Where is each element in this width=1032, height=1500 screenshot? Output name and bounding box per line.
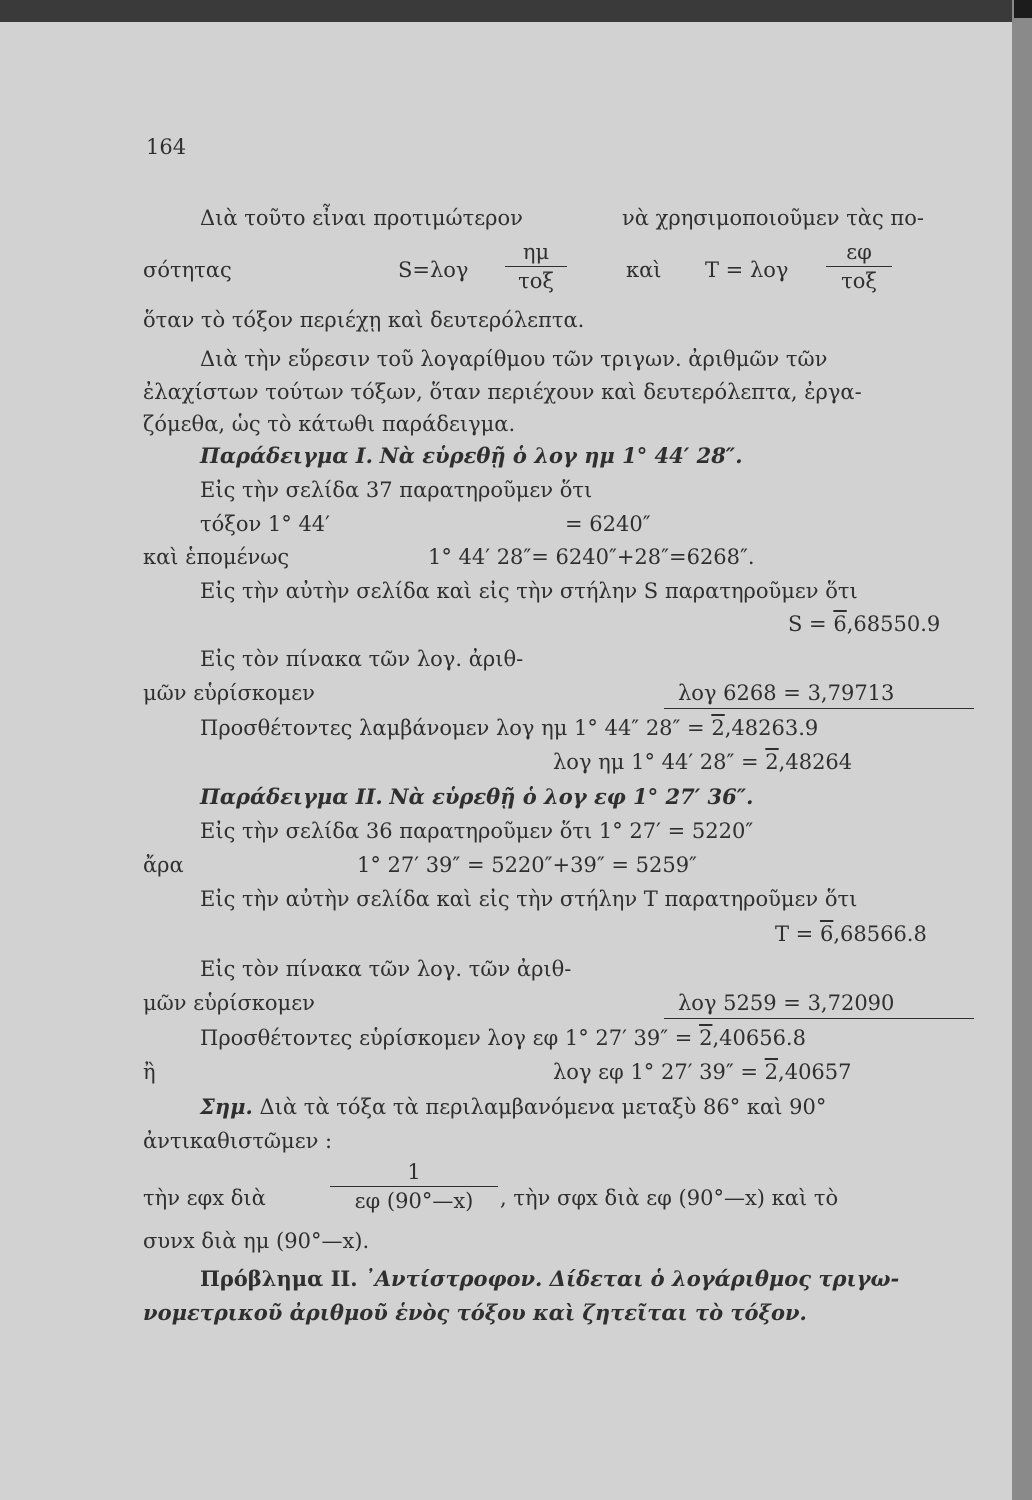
- text-line: , τὴν σφx διὰ εφ (90°—x) καὶ τὸ: [500, 1186, 839, 1210]
- value-mantissa: ,68566.8: [833, 922, 927, 946]
- example-label: Παράδειγμα ΙΙ.: [200, 784, 383, 809]
- fraction-numerator: εφ: [846, 240, 872, 264]
- fraction-bar: [826, 266, 892, 267]
- text-line: 1° 27′ 39″ = 5220″+39″ = 5259″: [357, 853, 697, 877]
- text-line: Διὰ τὴν εὕρεσιν τοῦ λογαρίθμου τῶν τριγων. ἀριθμῶν τῶν: [200, 347, 828, 371]
- text-line: σότητας: [143, 258, 232, 282]
- value-prefix: Προσθέτοντες εὑρίσκομεν λογ εφ 1° 27′ 39″ =: [200, 1026, 700, 1050]
- problem-statement: ᾿Αντίστροφον. Δίδεται ὁ λογάριθμος τριγω-: [364, 1266, 900, 1291]
- text-line: καὶ: [626, 258, 662, 282]
- note-text: Διὰ τὰ τόξα τὰ περιλαμβανόμενα μεταξὺ 86° καὶ 90°: [259, 1095, 827, 1119]
- scan-corner-shadow: [1014, 0, 1032, 18]
- text-line: Εἰς τὴν σελίδα 36 παρατηροῦμεν ὅτι 1° 27′ = 5220″: [200, 819, 754, 843]
- text-line: [775, 921, 927, 947]
- formula-t: T = λογ: [705, 258, 789, 282]
- note-line: [200, 1094, 826, 1120]
- fraction-sin-over-arc: [505, 240, 567, 293]
- characteristic-bar-digit: 2: [764, 1060, 779, 1084]
- text-line: τὴν εφx διὰ: [143, 1186, 266, 1210]
- rule-line: [664, 708, 974, 709]
- example-statement: Νὰ εὑρεθῇ ὁ λογ εφ 1° 27′ 36″.: [389, 784, 754, 809]
- text-line: ἀντικαθιστῶμεν :: [143, 1129, 333, 1153]
- problem-label: Πρόβλημα ΙΙ.: [200, 1266, 358, 1291]
- fraction-numerator: ημ: [522, 240, 550, 264]
- text-line: [200, 1025, 806, 1051]
- fraction-denominator: εφ (90°—x): [354, 1189, 474, 1213]
- text-line: λογ 5259 = 3,72090: [678, 991, 895, 1015]
- text-line: Εἰς τὴν αὐτὴν σελίδα καὶ εἰς τὴν στήλην T παρατηροῦμεν ὅτι: [200, 887, 858, 911]
- formula-s: S=λογ: [398, 258, 469, 282]
- text-line: = 6240″: [565, 512, 651, 536]
- fraction-denominator: τοξ: [518, 269, 554, 293]
- characteristic-bar-digit: 6: [833, 612, 847, 636]
- value-prefix: S =: [788, 612, 834, 636]
- fraction-numerator: 1: [407, 1160, 421, 1184]
- page-number: 164: [146, 135, 187, 159]
- example-heading: [200, 443, 743, 469]
- fraction-denominator: τοξ: [841, 269, 877, 293]
- text-line: τόξον 1° 44′: [200, 512, 330, 536]
- scan-top-border: [0, 0, 1032, 22]
- text-line: μῶν εὑρίσκομεν: [143, 991, 315, 1015]
- text-line: Εἰς τὴν σελίδα 37 παρατηροῦμεν ὅτι: [200, 478, 593, 502]
- book-page: [0, 22, 1012, 1500]
- text-line: μῶν εὑρίσκομεν: [143, 681, 315, 705]
- example-label: Παράδειγμα Ι.: [200, 443, 373, 468]
- value-prefix: λογ ημ 1° 44′ 28″ =: [553, 750, 766, 774]
- characteristic-bar-digit: 6: [819, 922, 834, 946]
- text-line: συνx διὰ ημ (90°—x).: [143, 1229, 370, 1253]
- fraction-bar: [505, 266, 567, 267]
- problem-heading: [200, 1266, 899, 1292]
- value-prefix: λογ εφ 1° 27′ 39″ =: [553, 1060, 765, 1084]
- text-line: [788, 611, 940, 637]
- text-line: ζόμεθα, ὡς τὸ κάτωθι παράδειγμα.: [143, 412, 516, 436]
- characteristic-bar-digit: 2: [765, 750, 779, 774]
- value-mantissa: ,68550.9: [846, 612, 941, 636]
- value-mantissa: ,40657: [778, 1060, 852, 1084]
- example-statement: Νὰ εὑρεθῇ ὁ λογ ημ 1° 44′ 28″.: [379, 443, 743, 468]
- text-line: [553, 749, 852, 775]
- text-line: 1° 44′ 28″= 6240″+28″=6268″.: [428, 545, 755, 569]
- fraction-one-over-tan: [330, 1160, 498, 1213]
- text-line: Διὰ τοῦτο εἶναι προτιμώτερον: [200, 206, 523, 230]
- note-label: Σημ.: [200, 1094, 253, 1119]
- scan-right-border: [1012, 0, 1032, 1500]
- value-prefix: Προσθέτοντες λαμβάνομεν λογ ημ 1° 44″ 28″ =: [200, 716, 712, 740]
- value-mantissa: ,40656.8: [712, 1026, 806, 1050]
- text-line: ἄρα: [143, 853, 184, 877]
- text-line: Εἰς τὴν αὐτὴν σελίδα καὶ εἰς τὴν στήλην S παρατηροῦμεν ὅτι: [200, 579, 858, 603]
- fraction-tan-over-arc: [826, 240, 892, 293]
- rule-line: [664, 1018, 974, 1019]
- value-mantissa: ,48263.9: [724, 716, 819, 740]
- text-line: ἢ: [143, 1060, 156, 1084]
- text-line: [200, 715, 818, 741]
- value-prefix: T =: [775, 922, 820, 946]
- text-line: καὶ ἑπομένως: [143, 545, 290, 569]
- text-line: ὅταν τὸ τόξον περιέχῃ καὶ δευτερόλεπτα.: [143, 308, 585, 332]
- text-line: Εἰς τὸν πίνακα τῶν λογ. ἀριθ-: [200, 647, 524, 671]
- problem-statement-continued: νομετρικοῦ ἀριθμοῦ ἑνὸς τόξου καὶ ζητεῖται τὸ τόξον.: [143, 1300, 807, 1325]
- characteristic-bar-digit: 2: [711, 716, 725, 740]
- text-line: [553, 1059, 852, 1085]
- text-line: νὰ χρησιμοποιοῦμεν τὰς πο-: [622, 206, 924, 230]
- value-mantissa: ,48264: [778, 750, 853, 774]
- text-line: ἐλαχίστων τούτων τόξων, ὅταν περιέχουν καὶ δευτερόλεπτα, ἐργα-: [143, 380, 862, 404]
- fraction-bar: [330, 1186, 498, 1187]
- text-line: λογ 6268 = 3,79713: [678, 681, 895, 705]
- example-heading: [200, 784, 753, 810]
- text-line: Εἰς τὸν πίνακα τῶν λογ. τῶν ἀριθ-: [200, 957, 572, 981]
- characteristic-bar-digit: 2: [699, 1026, 713, 1050]
